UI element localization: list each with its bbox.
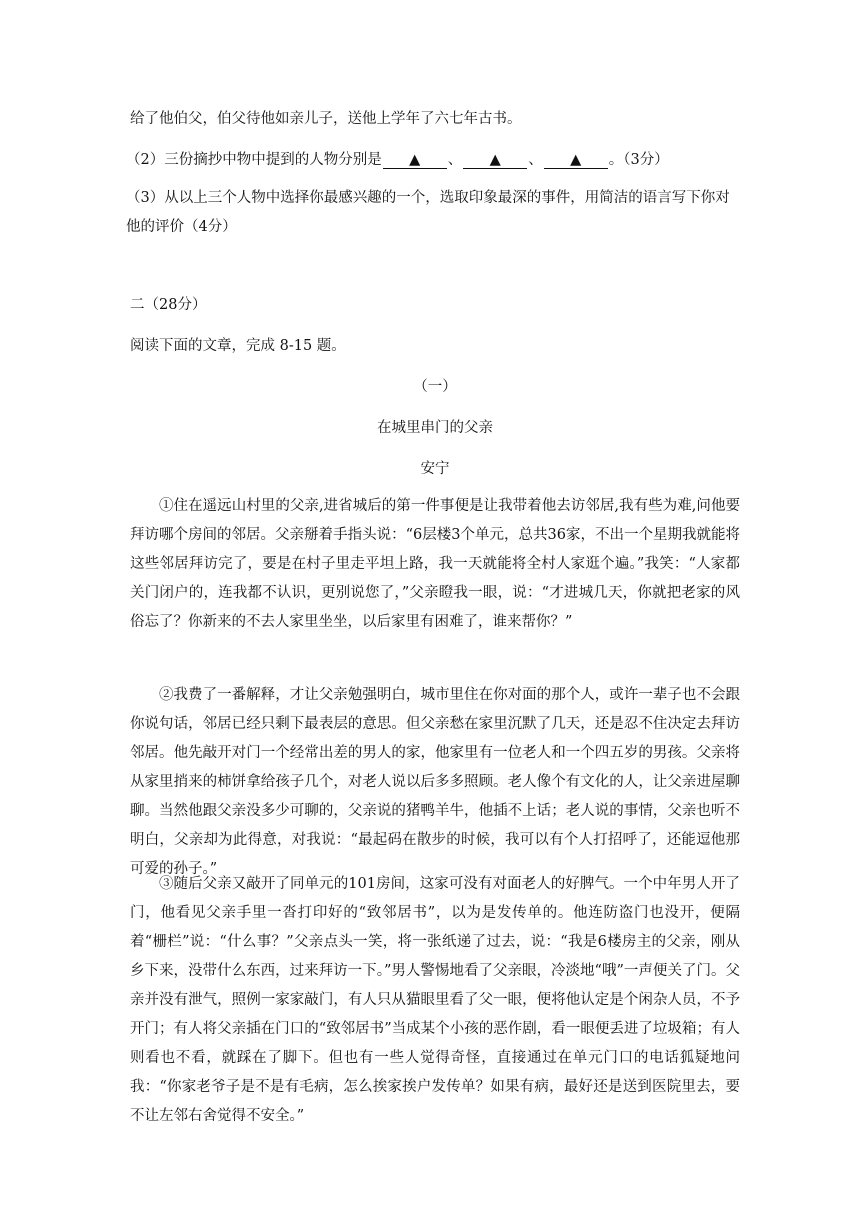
answer-blank-3[interactable]: ▲	[544, 152, 608, 169]
reading-instruction: 阅读下面的文章，完成 8-15 题。	[130, 338, 346, 354]
article-paragraph-3: ③随后父亲又敲开了同单元的101房间，这家可没有对面老人的好脾气。一个中年男人开了门，他看见父亲手里一沓打印好的“致邻居书”，以为是发传单的。他连防盗门也没开，便隔着“栅栏”说：“什么事？”父亲点头一笑，将一张纸递了过去，说：“我是6楼房主的父亲，刚从乡下来，没带什么东西，过来拜访一下。”男人警惕地看了父亲眼，冷淡地“哦”一声便关了门。父亲并没有泄气，照例一家家敲门，有人只从猫眼里看了父一眼，便将他认定是个闲杂人员，不予开门；有人将父亲插在门口的“致邻居书”当成某个小孩的恶作剧，看一眼便丢进了垃圾箱；有人则看也不看，就踩在了脚下。但也有一些人觉得奇怪，直接通过在单元门口的电话狐疑地问我：“你家老爷子是不是有毛病，怎么挨家挨户发传单？如果有病，最好还是送到医院里去，要不让左邻右舍觉得不安全。”	[130, 876, 740, 1124]
question-3: （3）从以上三个人物中选择你最感兴趣的一个，选取印象最深的事件，用简洁的语言写下你对他的评价（4分）	[126, 190, 730, 235]
question-2-suffix: 。（3分）	[608, 152, 669, 168]
answer-blank-1[interactable]: ▲	[383, 152, 447, 169]
part-label: （一）	[413, 379, 457, 395]
article-title: 在城里串门的父亲	[377, 420, 493, 436]
article-author: 安宁	[420, 461, 450, 477]
question-2-sep-2: 、	[528, 152, 543, 168]
article-paragraph-1: ①住在遥远山村里的父亲,进省城后的第一件事便是让我带着他去访邻居,我有些为难,问他要拜访哪个房间的邻居。父亲掰着手指头说：“6层楼3个单元，总共36家，不出一个星期我就能将这些邻居拜访完了，要是在村子里走平坦上路，我一天就能将全村人家逛个遍。”我笑：“人家都关门闭户的，连我都不认识，更别说您了，”父亲瞪我一眼，说：“才进城几天，你就把老家的风俗忘了？你新来的不去人家里坐坐，以后家里有困难了，谁来帮你？”	[130, 498, 740, 630]
answer-blank-2[interactable]: ▲	[463, 152, 527, 169]
question-2-prefix: （2）三份摘抄中物中提到的人物分别是	[126, 152, 382, 168]
question-2-sep-1: 、	[447, 152, 463, 168]
article-paragraph-2: ②我费了一番解释，才让父亲勉强明白，城市里住在你对面的那个人，或许一辈子也不会跟你说句话，邻居已经只剩下最表层的意思。但父亲愁在家里沉默了几天，还是忍不住决定去拜访邻居。他先敲开对门一个经常出差的男人的家，他家里有一位老人和一个四五岁的男孩。父亲将从家里捎来的柿饼拿给孩子几个，对老人说以后多多照顾。老人像个有文化的人，让父亲进屋聊聊。当然他跟父亲没多少可聊的，父亲说的猪鸭羊牛，他插不上话；老人说的事情，父亲也听不明白，父亲却为此得意，对我说：“最起码在散步的时候，我可以有个人打招呼了，还能逗他那可爱的孙子。”	[130, 687, 740, 877]
section-heading: 二（28分）	[130, 297, 207, 313]
continuation-line: 给了他伯父，伯父待他如亲儿子，送他上学年了六七年古书。	[130, 111, 522, 127]
question-2	[126, 150, 736, 170]
